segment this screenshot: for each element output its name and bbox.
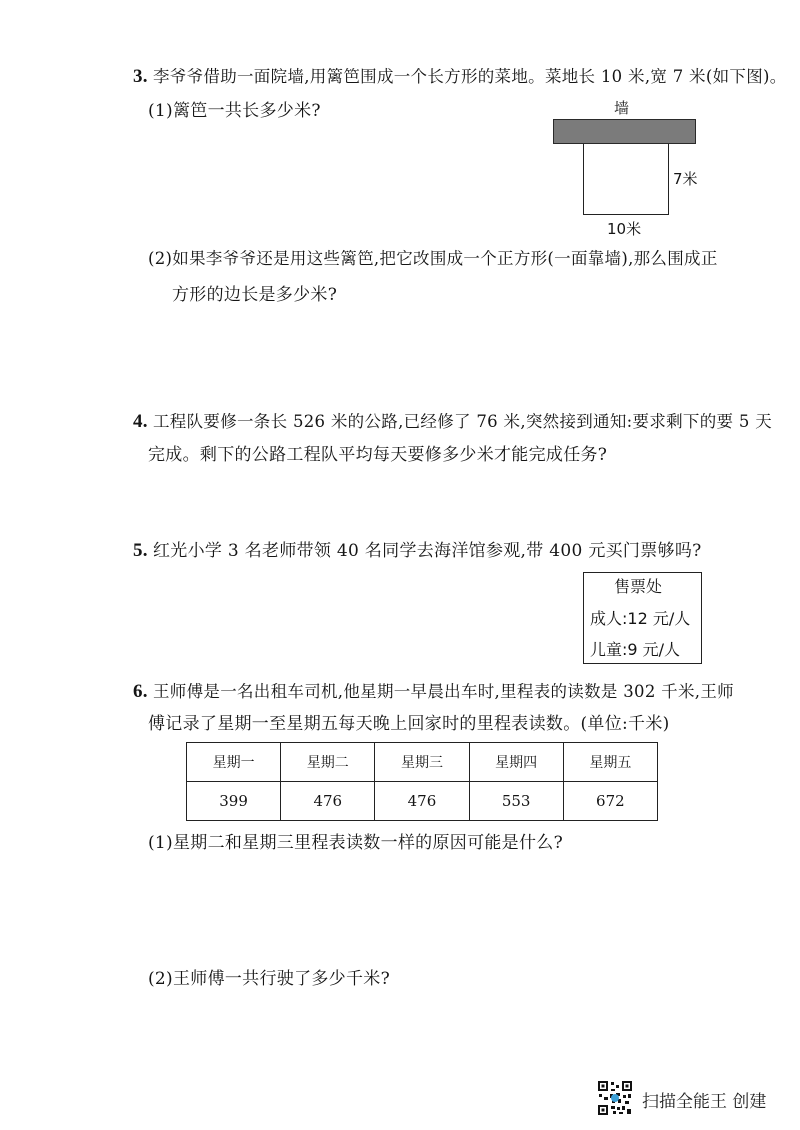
table-cell: 476: [281, 782, 375, 821]
problem4-line1: 工程队要修一条长 526 米的公路,已经修了 76 米,突然接到通知:要求剩下的要 5 天: [153, 412, 773, 431]
problem3-question2-line1: (2)如果李爷爷还是用这些篱笆,把它改围成一个正方形(一面靠墙),那么围成正: [148, 249, 718, 268]
wall-label: 墙: [614, 99, 630, 117]
scanner-brand: 扫描全能王 创建: [642, 1092, 767, 1112]
vegetable-plot: [583, 144, 669, 215]
ticket-box-title: 售票处: [614, 577, 663, 596]
table-cell: 399: [187, 782, 281, 821]
length-label: 10米: [607, 220, 642, 238]
table-header-cell: 星期二: [281, 743, 375, 782]
problem5-stem: 红光小学 3 名老师带领 40 名同学去海洋馆参观,带 400 元买门票够吗?: [153, 541, 702, 561]
qr-code-icon: [597, 1080, 633, 1116]
problem3-number: 3.: [133, 66, 148, 87]
problem4-line2: 完成。剩下的公路工程队平均每天要修多少米才能完成任务?: [148, 445, 608, 465]
adult-price: 成人:12 元/人: [590, 609, 691, 628]
ticket-office-box: [583, 572, 702, 664]
problem6-question1: (1)星期二和星期三里程表读数一样的原因可能是什么?: [148, 833, 563, 853]
problem4-number: 4.: [133, 411, 148, 432]
problem6-line1: 王师傅是一名出租车司机,他星期一早晨出车时,里程表的读数是 302 千米,王师: [153, 682, 734, 701]
table-cell: 553: [469, 782, 563, 821]
table-cell: 476: [375, 782, 469, 821]
child-price: 儿童:9 元/人: [590, 640, 681, 659]
problem6-question2: (2)王师傅一共行驶了多少千米?: [148, 969, 390, 989]
wall: [553, 119, 696, 144]
table-header-cell: 星期四: [469, 743, 563, 782]
problem3-question1: (1)篱笆一共长多少米?: [148, 101, 321, 121]
problem6-line2: 傅记录了星期一至星期五每天晚上回家时的里程表读数。(单位:千米): [148, 714, 670, 734]
table-header-cell: 星期一: [187, 743, 281, 782]
problem3-question2-line2: 方形的边长是多少米?: [172, 285, 338, 305]
problem5-number: 5.: [133, 540, 148, 561]
table-header-cell: 星期三: [375, 743, 469, 782]
width-label: 7米: [673, 170, 698, 188]
table-header-row: [187, 743, 658, 782]
problem6-number: 6.: [133, 681, 148, 702]
table-row: [187, 782, 658, 821]
table-cell: 672: [563, 782, 657, 821]
problem3-stem: 李爷爷借助一面院墙,用篱笆围成一个长方形的菜地。菜地长 10 米,宽 7 米(如下图)。: [153, 67, 787, 86]
odometer-table: [186, 742, 658, 821]
table-header-cell: 星期五: [563, 743, 657, 782]
